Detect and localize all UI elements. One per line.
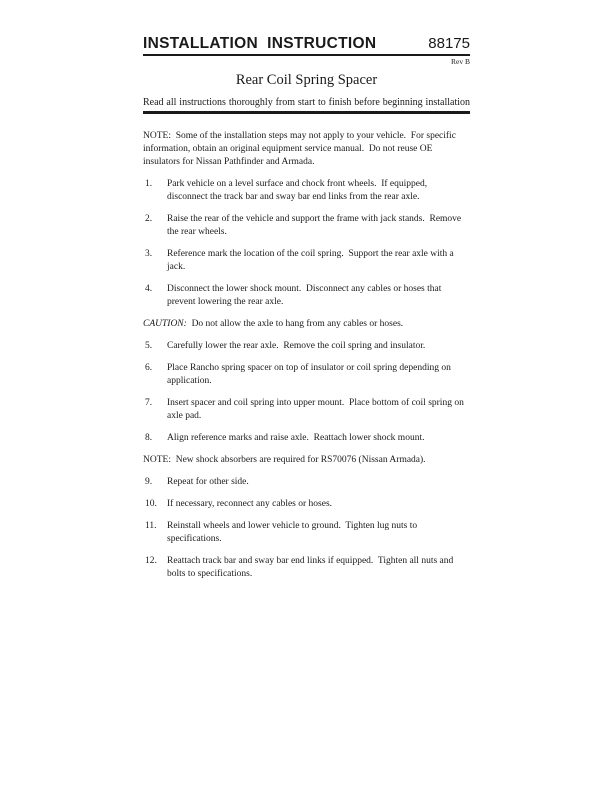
document-subtitle: Rear Coil Spring Spacer bbox=[235, 72, 378, 88]
step-number: 7. bbox=[145, 398, 153, 408]
step-number: 1. bbox=[145, 179, 153, 189]
step-number: 8. bbox=[145, 433, 153, 443]
step-item-2 bbox=[143, 213, 470, 239]
intro-note: NOTE: Some of the installation steps may not apply to your vehicle. For specific information, obtain an original equipment service manual. Do not reuse OE insulators for Nissan Pathfinder and Armada. bbox=[143, 131, 459, 167]
step-item-11 bbox=[143, 520, 470, 546]
step-text: Repeat for other side. bbox=[167, 477, 249, 487]
step-item-9 bbox=[143, 476, 470, 489]
step-text: Reattach track bar and sway bar end links if equipped. Tighten all nuts and bolts to specifications. bbox=[167, 556, 456, 579]
step-item-12 bbox=[143, 555, 470, 581]
document-header bbox=[143, 36, 470, 56]
step-item-7 bbox=[143, 397, 470, 423]
step-text: Raise the rear of the vehicle and support the frame with jack stands. Remove the rear wheels. bbox=[167, 214, 464, 237]
document-content bbox=[143, 36, 470, 590]
step-item-8 bbox=[143, 432, 470, 445]
step-item-10 bbox=[143, 498, 470, 511]
step-item-4 bbox=[143, 283, 470, 309]
step-text: Reinstall wheels and lower vehicle to ground. Tighten lug nuts to specifications. bbox=[167, 521, 420, 544]
step-item-3 bbox=[143, 248, 470, 274]
step-item-5 bbox=[143, 340, 470, 353]
step-item-1 bbox=[143, 178, 470, 204]
instruction-body bbox=[143, 130, 470, 581]
step-text: Reference mark the location of the coil spring. Support the rear axle with a jack. bbox=[167, 249, 457, 272]
step-item-6 bbox=[143, 362, 470, 388]
caution-note bbox=[143, 318, 470, 331]
caution-text: Do not allow the axle to hang from any cables or hoses. bbox=[186, 319, 404, 329]
step-number: 2. bbox=[145, 214, 153, 224]
step-number: 3. bbox=[145, 249, 153, 259]
step-text: Carefully lower the rear axle. Remove the coil spring and insulator. bbox=[167, 341, 426, 351]
step-text: Disconnect the lower shock mount. Disconnect any cables or hoses that prevent lowering the rear axle. bbox=[167, 284, 444, 307]
step-number: 4. bbox=[145, 284, 153, 294]
step-number: 12. bbox=[145, 556, 157, 566]
read-all-notice: Read all instructions thoroughly from start to finish before beginning installation bbox=[143, 97, 470, 114]
step-number: 6. bbox=[145, 363, 153, 373]
step-text: Place Rancho spring spacer on top of insulator or coil spring depending on application. bbox=[167, 363, 454, 386]
document-title: INSTALLATION INSTRUCTION bbox=[143, 35, 377, 52]
step-number: 5. bbox=[145, 341, 153, 351]
step-text: Insert spacer and coil spring into upper mount. Place bottom of coil spring on axle pad. bbox=[167, 398, 467, 421]
caution-label: CAUTION: bbox=[143, 319, 187, 329]
shock-absorber-note: NOTE: New shock absorbers are required for RS70076 (Nissan Armada). bbox=[143, 455, 426, 465]
step-number: 10. bbox=[145, 499, 157, 509]
step-text: If necessary, reconnect any cables or hoses. bbox=[167, 499, 333, 509]
step-number: 11. bbox=[145, 521, 157, 531]
step-number: 9. bbox=[145, 477, 153, 487]
step-text: Align reference marks and raise axle. Reattach lower shock mount. bbox=[167, 433, 425, 443]
step-text: Park vehicle on a level surface and chock front wheels. If equipped, disconnect the track bar and sway bar end links from the rear axle. bbox=[167, 179, 430, 202]
part-number: 88175 bbox=[428, 35, 470, 52]
revision-label: Rev B bbox=[451, 57, 470, 66]
